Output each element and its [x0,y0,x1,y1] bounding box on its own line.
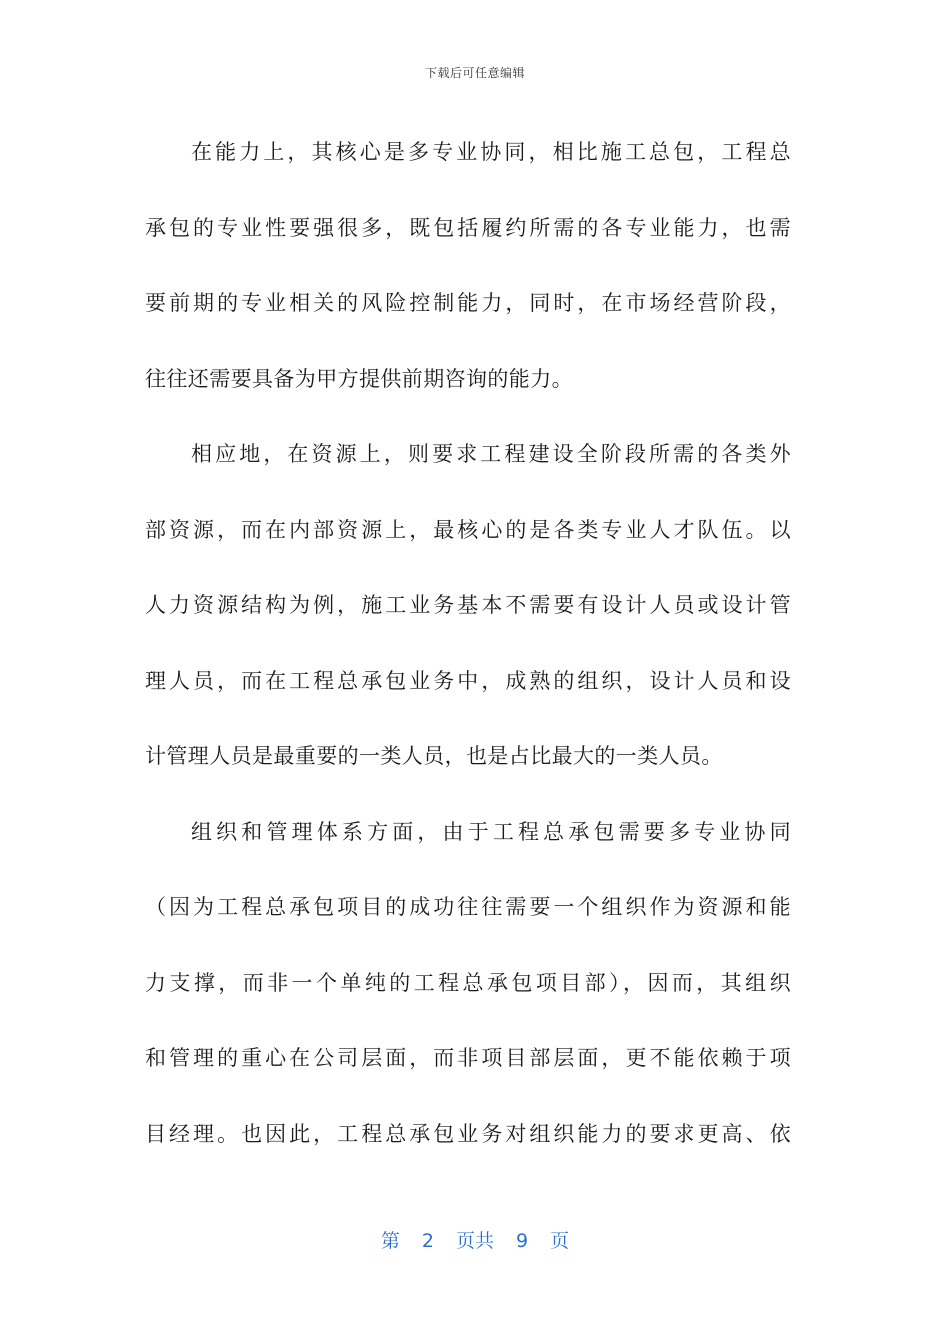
page-current: 2 [421,1230,434,1252]
paragraph-2-line-5: 计管理人员是最重要的一类人员，也是占比最大的一类人员。 [145,744,723,768]
paragraph-1-line-1: 在能力上，其核心是多专业协同，相比施工总包，工程总 [191,140,791,164]
paragraph-3-line-3: 力支撑，而非一个单纯的工程总承包项目部），因而，其组织 [145,970,791,995]
paragraph-3-line-1: 组织和管理体系方面，由于工程总承包需要多专业协同 [191,819,791,844]
paragraph-1-line-4: 往往还需要具备为甲方提供前期咨询的能力。 [145,366,573,391]
paragraph-2-line-2: 部资源，而在内部资源上，最核心的是各类专业人才队伍。以 [145,517,791,542]
page-header: 下载后可任意编辑 [424,66,525,80]
paragraph-2-line-3: 人力资源结构为例，施工业务基本不需要有设计人员或设计管 [145,593,791,617]
paragraph-1-line-2: 承包的专业性要强很多，既包括履约所需的各专业能力，也需 [145,215,791,240]
page-label-suffix: 页 [550,1230,570,1252]
body-text [145,115,791,1172]
paragraph-3-line-5: 目经理。也因此，工程总承包业务对组织能力的要求更高、依 [145,1121,791,1146]
page-footer [0,1226,950,1253]
page-total: 9 [516,1230,529,1252]
page-label-prefix: 第 [380,1230,400,1252]
paragraph-3-line-4: 和管理的重心在公司层面，而非项目部层面，更不能依赖于项 [145,1046,791,1070]
paragraph-1-line-3: 要前期的专业相关的风险控制能力，同时，在市场经营阶段， [145,291,791,315]
page-label-mid: 页共 [455,1230,494,1252]
paragraph-2-line-4: 理人员，而在工程总承包业务中，成熟的组织，设计人员和设 [145,668,791,693]
paragraph-2-line-1: 相应地，在资源上，则要求工程建设全阶段所需的各类外 [191,442,791,466]
paragraph-3-line-2: （因为工程总承包项目的成功往往需要一个组织作为资源和能 [145,895,791,919]
